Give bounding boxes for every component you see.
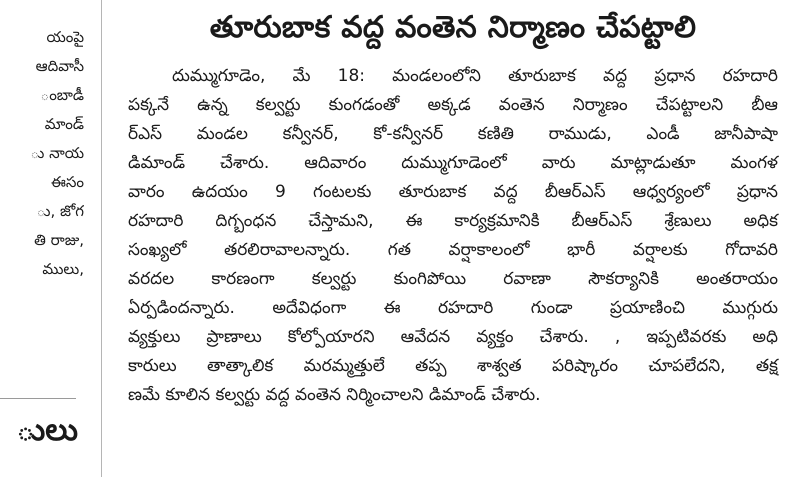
left-column-line: ు నాయ bbox=[30, 144, 84, 162]
left-column-line: యంపై bbox=[46, 28, 84, 46]
article-body-line: ఏర్పడిందన్నారు. అదేవిధంగా ఈ రహదారి గుండా ప్రయాణించి ముగ్గురు bbox=[128, 298, 778, 318]
article-body-line: కారులు తాత్కాలిక మరమ్మత్తులే తప్ప శాశ్వత పరిష్కారం చూపలేదని, తక్ష bbox=[128, 356, 778, 376]
article-body-line: ర్ఎస్ మండల కన్వీనర్, కో-కన్వీనర్ కణితి రాముడు, ఎండీ జానీపాషా bbox=[128, 124, 778, 144]
left-column-line: ంబాడీ bbox=[40, 86, 84, 104]
left-column-line: మాండ్ bbox=[44, 115, 84, 133]
left-column-line: ఈసం bbox=[50, 173, 84, 191]
article-body-line: సంఖ్యలో తరలిరావాలన్నారు. గత వర్షాకాలంలో భారీ వర్షాలకు గోదావరి bbox=[128, 240, 778, 260]
article-headline: తూరుబాక వద్ద వంతెన నిర్మాణం చేపట్టాలి bbox=[209, 10, 697, 45]
article-body-line: వ్యక్తులు ప్రాణాలు కోల్పోయారని ఆవేదన వ్యక్తం చేశారు. , ఇప్పటివరకు అధి bbox=[128, 327, 778, 347]
column-divider bbox=[101, 0, 102, 477]
article-body-line: ణమే కూలిన కల్వర్టు వద్ద వంతెన నిర్మించాలని డిమాండ్ చేశారు. bbox=[128, 385, 541, 405]
article-body-line: రహదారి దిగ్బంధన చేస్తామని, ఈ కార్యక్రమానికి బీఆర్ఎస్ శ్రేణులు అధిక bbox=[128, 211, 778, 231]
article-body-line: పక్కనే ఉన్న కల్వర్టు కుంగడంతో అక్కడ వంతెన నిర్మాణం చేపట్టాలని బీఆ bbox=[128, 95, 778, 115]
left-column-line: ములు, bbox=[42, 260, 84, 278]
article-body-line: దుమ్ముగూడెం, మే 18: మండలంలోని తూరుబాక వద్ద ప్రధాన రహదారి bbox=[172, 66, 778, 86]
adjacent-column-fragment bbox=[0, 0, 84, 477]
article-body-line: డిమాండ్ చేశారు. ఆదివారం దుమ్ముగూడెంలో వారు మాట్లాడుతూ మంగళ bbox=[128, 153, 778, 173]
left-column-divider bbox=[0, 398, 76, 399]
article-body-line: వరదల కారణంగా కల్వర్టు కుంగిపోయి రవాణా సౌకర్యానికి అంతరాయం bbox=[128, 269, 778, 289]
article-body-line: వారం ఉదయం 9 గంటలకు తూరుబాక వద్ద బీఆర్ఎస్ ఆధ్వర్యంలో ప్రధాన bbox=[128, 182, 778, 202]
left-column-line: ఆదివాసీ bbox=[35, 57, 84, 75]
left-column-line: తి రాజు, bbox=[34, 231, 84, 249]
left-column-line: ు, జోగ bbox=[36, 202, 84, 220]
news-article bbox=[128, 0, 778, 477]
left-column-headline-fragment: ులు bbox=[16, 412, 78, 448]
